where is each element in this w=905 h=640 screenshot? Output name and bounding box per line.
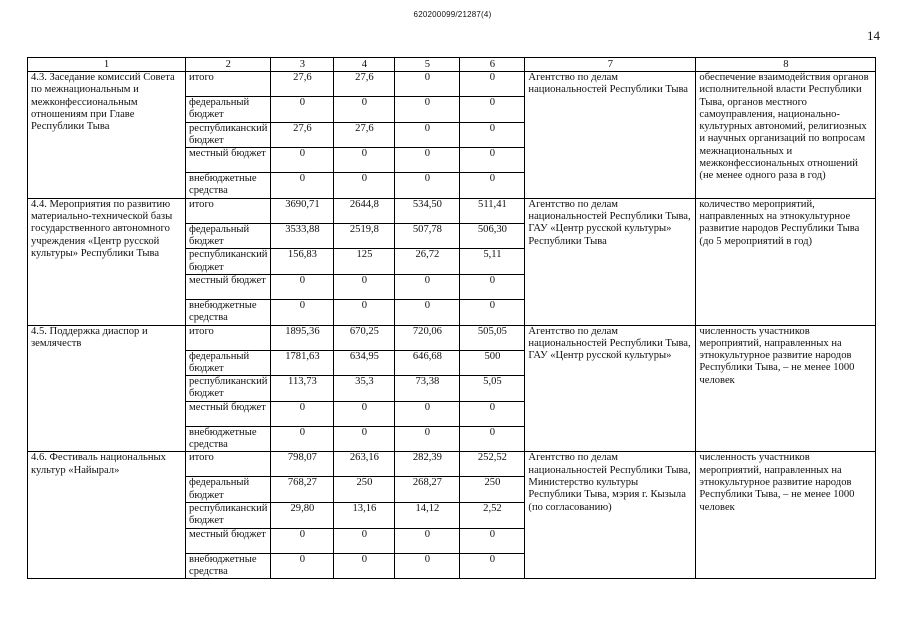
amount-cell: 73,38: [395, 376, 460, 402]
amount-cell: 768,27: [271, 477, 334, 503]
amount-cell: 0: [460, 553, 525, 579]
amount-cell: 13,16: [334, 502, 395, 528]
executor-cell: Агентство по делам национальностей Республики Тыва, Министерство культуры Республики Тыва, мэрия г. Кызыла (по согласованию): [525, 452, 696, 579]
amount-cell: 0: [460, 148, 525, 173]
header-cell: 3: [271, 58, 334, 72]
funding-source-cell: внебюджетные средства: [186, 173, 271, 199]
amount-cell: 0: [460, 426, 525, 452]
amount-cell: 0: [460, 173, 525, 199]
amount-cell: 0: [460, 299, 525, 325]
amount-cell: 1781,63: [271, 350, 334, 376]
amount-cell: 0: [395, 299, 460, 325]
amount-cell: 35,3: [334, 376, 395, 402]
funding-source-cell: местный бюджет: [186, 148, 271, 173]
amount-cell: 0: [460, 72, 525, 97]
amount-cell: 0: [460, 528, 525, 553]
amount-cell: 0: [395, 426, 460, 452]
amount-cell: 2644,8: [334, 198, 395, 223]
result-cell: численность участников мероприятий, направленных на этнокультурное развитие народов Республики Тыва, – не менее 1000 человек: [696, 452, 876, 579]
amount-cell: 2,52: [460, 502, 525, 528]
header-cell: 6: [460, 58, 525, 72]
funding-source-cell: внебюджетные средства: [186, 553, 271, 579]
amount-cell: 670,25: [334, 325, 395, 350]
table-row: [28, 198, 876, 223]
executor-cell: Агентство по делам национальностей Республики Тыва: [525, 72, 696, 199]
funding-source-cell: республиканский бюджет: [186, 249, 271, 275]
table-row: [28, 325, 876, 350]
amount-cell: 26,72: [395, 249, 460, 275]
result-cell: обеспечение взаимодействия органов исполнительной власти Республики Тыва, органов местного самоуправления, национально-культурных автономий, религиозных и научных организаций по вопросам межнациональных и межконфессиональных отношений (не менее одного раза в год): [696, 72, 876, 199]
amount-cell: 0: [395, 528, 460, 553]
header-row: [28, 58, 876, 72]
amount-cell: 0: [334, 97, 395, 123]
funding-source-cell: итого: [186, 325, 271, 350]
amount-cell: 0: [271, 148, 334, 173]
amount-cell: 534,50: [395, 198, 460, 223]
amount-cell: 0: [334, 274, 395, 299]
funding-source-cell: федеральный бюджет: [186, 223, 271, 249]
funding-source-cell: итого: [186, 452, 271, 477]
amount-cell: 0: [334, 553, 395, 579]
amount-cell: 0: [271, 528, 334, 553]
amount-cell: 0: [460, 97, 525, 123]
amount-cell: 0: [460, 122, 525, 148]
funding-source-cell: республиканский бюджет: [186, 502, 271, 528]
result-cell: численность участников мероприятий, направленных на этнокультурное развитие народов Республики Тыва, – не менее 1000 человек: [696, 325, 876, 452]
amount-cell: 0: [334, 401, 395, 426]
amount-cell: 5,11: [460, 249, 525, 275]
amount-cell: 0: [334, 299, 395, 325]
amount-cell: 0: [395, 553, 460, 579]
amount-cell: 500: [460, 350, 525, 376]
funding-source-cell: итого: [186, 198, 271, 223]
event-name-cell: 4.5. Поддержка диаспор и землячеств: [28, 325, 186, 452]
funding-source-cell: местный бюджет: [186, 274, 271, 299]
amount-cell: 250: [334, 477, 395, 503]
amount-cell: 507,78: [395, 223, 460, 249]
program-table: [27, 57, 876, 579]
event-name-cell: 4.6. Фестиваль национальных культур «Найырал»: [28, 452, 186, 579]
amount-cell: 263,16: [334, 452, 395, 477]
amount-cell: 14,12: [395, 502, 460, 528]
amount-cell: 0: [395, 401, 460, 426]
funding-source-cell: республиканский бюджет: [186, 376, 271, 402]
amount-cell: 27,6: [271, 72, 334, 97]
amount-cell: 0: [460, 274, 525, 299]
amount-cell: 0: [271, 426, 334, 452]
amount-cell: 0: [271, 553, 334, 579]
funding-source-cell: федеральный бюджет: [186, 477, 271, 503]
amount-cell: 720,06: [395, 325, 460, 350]
amount-cell: 125: [334, 249, 395, 275]
table-row: [28, 452, 876, 477]
amount-cell: 505,05: [460, 325, 525, 350]
amount-cell: 0: [395, 148, 460, 173]
funding-source-cell: республиканский бюджет: [186, 122, 271, 148]
amount-cell: 0: [334, 426, 395, 452]
amount-cell: 0: [395, 72, 460, 97]
amount-cell: 0: [271, 274, 334, 299]
amount-cell: 27,6: [271, 122, 334, 148]
event-name-cell: 4.4. Мероприятия по развитию материально-технической базы государственного автономного учреждения «Центр русской культуры» Республики Тыва: [28, 198, 186, 325]
amount-cell: 268,27: [395, 477, 460, 503]
amount-cell: 646,68: [395, 350, 460, 376]
amount-cell: 0: [271, 401, 334, 426]
amount-cell: 0: [460, 401, 525, 426]
amount-cell: 29,80: [271, 502, 334, 528]
amount-cell: 511,41: [460, 198, 525, 223]
amount-cell: 0: [271, 173, 334, 199]
amount-cell: 0: [334, 173, 395, 199]
amount-cell: 0: [271, 299, 334, 325]
amount-cell: 156,83: [271, 249, 334, 275]
funding-source-cell: местный бюджет: [186, 401, 271, 426]
amount-cell: 250: [460, 477, 525, 503]
amount-cell: 0: [334, 148, 395, 173]
header-cell: 5: [395, 58, 460, 72]
document-id: 620200099/21287(4): [413, 10, 492, 19]
funding-source-cell: местный бюджет: [186, 528, 271, 553]
funding-source-cell: внебюджетные средства: [186, 426, 271, 452]
funding-source-cell: федеральный бюджет: [186, 350, 271, 376]
amount-cell: 0: [395, 173, 460, 199]
header-cell: 2: [186, 58, 271, 72]
result-cell: количество мероприятий, направленных на этнокультурное развитие народов Республики Тыва (до 5 мероприятий в год): [696, 198, 876, 325]
executor-cell: Агентство по делам национальностей Республики Тыва, ГАУ «Центр русской культуры» Республики Тыва: [525, 198, 696, 325]
amount-cell: 3533,88: [271, 223, 334, 249]
amount-cell: 27,6: [334, 72, 395, 97]
header-cell: 4: [334, 58, 395, 72]
header-cell: 7: [525, 58, 696, 72]
amount-cell: 0: [271, 97, 334, 123]
amount-cell: 0: [395, 97, 460, 123]
amount-cell: 506,30: [460, 223, 525, 249]
amount-cell: 798,07: [271, 452, 334, 477]
amount-cell: 0: [395, 274, 460, 299]
amount-cell: 113,73: [271, 376, 334, 402]
funding-source-cell: федеральный бюджет: [186, 97, 271, 123]
amount-cell: 5,05: [460, 376, 525, 402]
header-cell: 8: [696, 58, 876, 72]
page-number: 14: [867, 28, 880, 43]
amount-cell: 252,52: [460, 452, 525, 477]
amount-cell: 282,39: [395, 452, 460, 477]
amount-cell: 27,6: [334, 122, 395, 148]
event-name-cell: 4.3. Заседание комиссий Совета по межнациональным и межконфессиональным отношениям при Главе Республики Тыва: [28, 72, 186, 199]
executor-cell: Агентство по делам национальностей Республики Тыва, ГАУ «Центр русской культуры»: [525, 325, 696, 452]
funding-source-cell: итого: [186, 72, 271, 97]
amount-cell: 1895,36: [271, 325, 334, 350]
amount-cell: 2519,8: [334, 223, 395, 249]
amount-cell: 0: [395, 122, 460, 148]
amount-cell: 634,95: [334, 350, 395, 376]
funding-source-cell: внебюджетные средства: [186, 299, 271, 325]
amount-cell: 0: [334, 528, 395, 553]
header-cell: 1: [28, 58, 186, 72]
amount-cell: 3690,71: [271, 198, 334, 223]
table-row: [28, 72, 876, 97]
